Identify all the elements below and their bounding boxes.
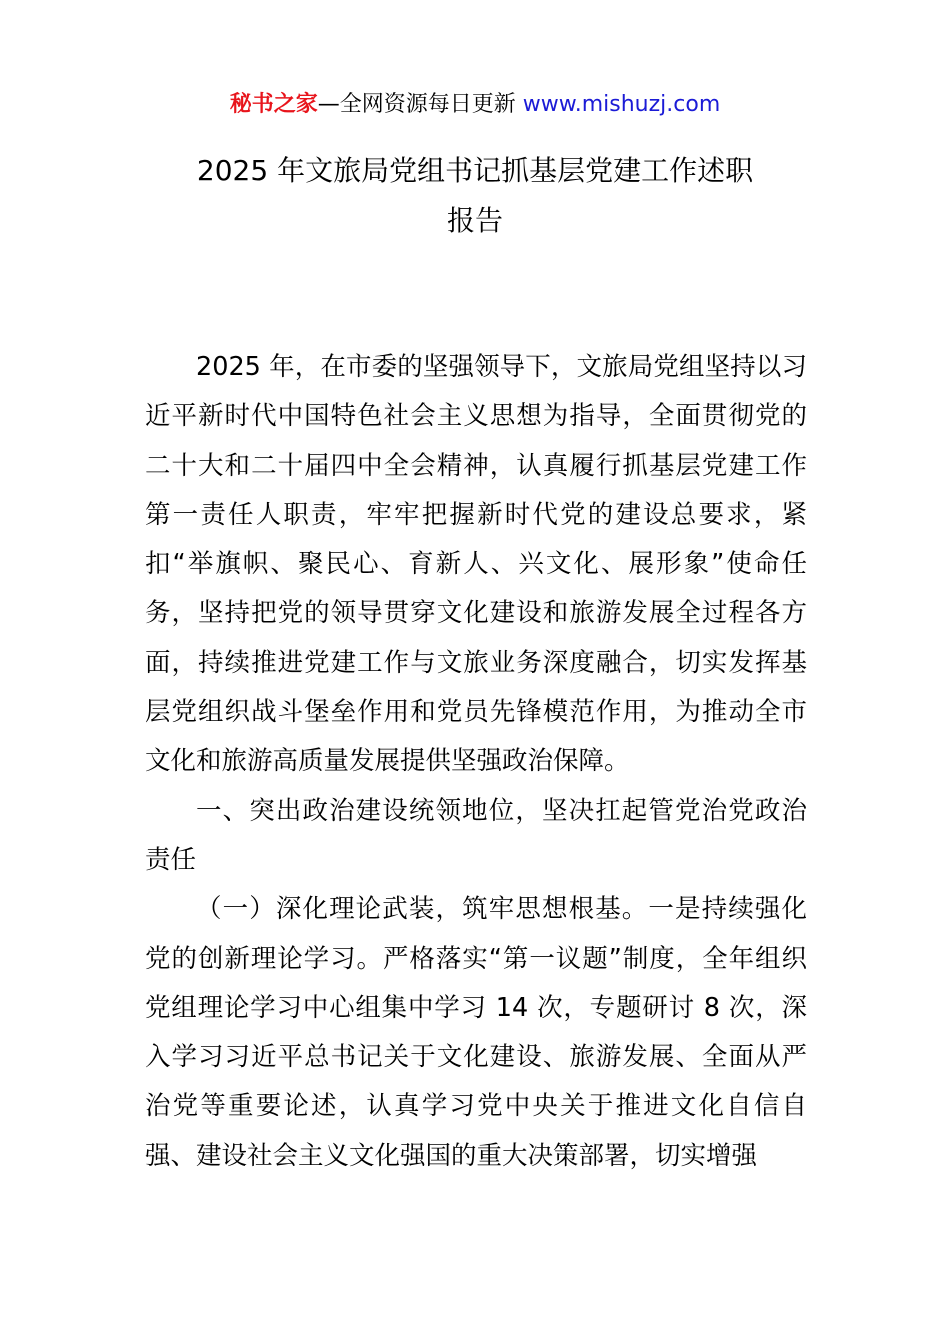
header-dash: — <box>317 92 340 117</box>
brand-name: 秘书之家 <box>229 92 318 117</box>
title-line-2: 报告 <box>446 204 503 237</box>
site-header <box>0 88 950 122</box>
site-url-link[interactable]: www.mishuzj.com <box>522 92 721 117</box>
document-title <box>100 146 850 246</box>
intro-paragraph: 2025 年，在市委的坚强领导下，文旅局党组坚持以习近平新时代中国特色社会主义思想为指导，全面贯彻党的二十大和二十届四中全会精神，认真履行抓基层党建工作第一责任人职责，牢牢把握新时代党的建设总要求，紧扣“举旗帜、聚民心、育新人、兴文化、展形象”使命任务，坚持把党的领导贯穿文化建设和旅游发展全过程各方面，持续推进党建工作与文旅业务深度融合，切实发挥基层党组织战斗堡垒作用和党员先锋模范作用，为推动全市文化和旅游高质量发展提供坚强政治保障。 <box>145 352 807 777</box>
document-body <box>145 343 807 1181</box>
section-heading-1: 一、突出政治建设统领地位，坚决扛起管党治党政治责任 <box>145 795 807 875</box>
subsection-paragraph-1: （一）深化理论武装，筑牢思想根基。一是持续强化党的创新理论学习。严格落实“第一议题”制度，全年组织党组理论学习中心组集中学习 14 次，专题研讨 8 次，深入学习习近平总书记关于文化建设、旅游发展、全面从严治党等重要论述，认真学习党中央关于推进文化自信自强、建设社会主义文化强国的重大决策部署，切实增强 <box>145 894 807 1171</box>
title-line-1: 2025 年文旅局党组书记抓基层党建工作述职 <box>196 154 754 187</box>
header-tagline: 全网资源每日更新 <box>339 92 516 117</box>
